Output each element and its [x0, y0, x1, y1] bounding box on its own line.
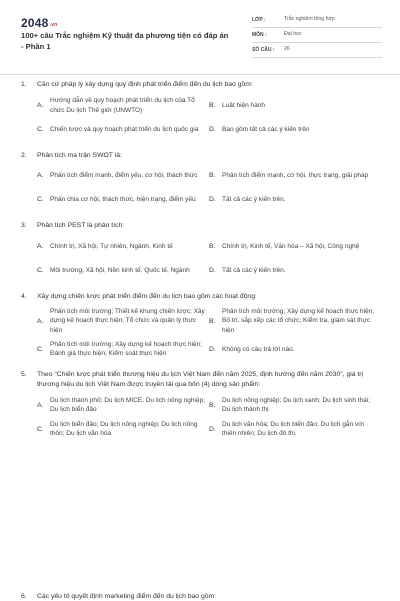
option-letter: A.: [37, 101, 44, 109]
option-letter: C.: [37, 425, 44, 433]
question-list: [21, 80, 381, 450]
question-number: 5.: [21, 371, 27, 379]
document-title: 100+ câu Trắc nghiệm Kỹ thuật đa phương tiện có đáp án - Phần 1: [21, 31, 229, 51]
option-text: Du lịch nông nghiệp; Du lịch xanh; Du lịch sinh thái; Du lịch thành thị: [222, 396, 371, 414]
question-stem: Theo "Chiến lược phát triển thương hiệu du lịch Việt Nam đến năm 2025, định hướng đến năm 2030", giá trị thương hiệu du lịch Việt Nam được truyền tải qua bốn (4) dòng sản phẩm:: [37, 371, 364, 388]
option-text: Du lịch văn hóa; Du lịch biển đảo; Du lịch gắn với thiên nhiên; Du lịch đô thị.: [222, 420, 364, 438]
option-text: Du lịch biển đảo; Du lịch nông nghiệp; Du lịch nông thôn; Du lịch văn hóa: [50, 420, 198, 438]
option-c[interactable]: [37, 337, 209, 361]
option-text: Phân tích môi trường; Xây dựng kế hoạch thực hiện; Bố trí, sắp xếp các tổ chức; Kiểm tra, giám sát thực hiện: [222, 308, 375, 334]
option-letter: D.: [209, 125, 216, 133]
option-grid: [21, 305, 381, 361]
option-text: Phân tích điểm mạnh, điểm yếu, cơ hội, thách thức: [50, 172, 198, 180]
meta-label: MÔN :: [252, 31, 267, 38]
option-grid: [21, 235, 381, 283]
question-number: 6.: [21, 593, 27, 600]
option-c[interactable]: [37, 118, 209, 142]
option-a[interactable]: [37, 235, 209, 259]
question-item: [21, 221, 381, 283]
question-item: [21, 80, 381, 142]
document-meta: [252, 13, 382, 58]
option-letter: B.: [209, 101, 216, 109]
question-text: [21, 80, 381, 90]
option-d[interactable]: [209, 417, 381, 441]
meta-label: LỚP :: [252, 16, 266, 23]
meta-value: Trắc nghiệm tổng hợp: [284, 16, 335, 23]
question-text: [21, 370, 381, 389]
option-b[interactable]: [209, 164, 381, 188]
question-number: 1.: [21, 81, 27, 88]
question-text: [21, 221, 381, 231]
question-number: 3.: [21, 222, 27, 230]
option-letter: D.: [209, 425, 216, 433]
question-stem: Phân tích PEST là phân tích:: [37, 222, 125, 230]
site-logo-suffix: .vn: [49, 22, 58, 28]
option-text: Không có câu trả lời nào.: [222, 345, 295, 353]
option-text: Hướng dẫn về quy hoạch phát triển du lịch của Tổ chức Du lịch Thế giới (UNWTO): [50, 97, 195, 114]
meta-row-subject: [252, 28, 382, 43]
option-text: Phân tích môi trường; Xây dựng kế hoạch thực hiện; Đánh giá thực hiện; Kiểm soát thực hiện: [50, 340, 203, 358]
option-letter: A.: [37, 401, 44, 409]
document-header: [0, 0, 400, 74]
option-text: Chiến lược và quy hoạch phát triển du lịch quốc gia: [50, 125, 199, 133]
meta-value: 26: [284, 46, 290, 53]
question-stem: Căn cứ pháp lý xây dựng quy định phát triển điểm đến du lịch bao gồm:: [37, 81, 253, 88]
option-text: Phân tích điểm mạnh, cơ hội, thực trạng, giải pháp: [222, 172, 369, 180]
option-b[interactable]: [209, 305, 381, 337]
option-letter: C.: [37, 266, 44, 274]
question-stem: Xây dựng chiến lược phát triển điểm đến du lịch bao gồm các hoạt động:: [37, 292, 257, 300]
option-text: Tất cả các ý kiến trên.: [222, 266, 286, 274]
question-number: 4.: [21, 292, 27, 300]
question-stem: Phân tích ma trận SWOT là:: [37, 151, 122, 159]
option-b[interactable]: [209, 393, 381, 417]
option-letter: A.: [37, 317, 44, 325]
option-c[interactable]: [37, 188, 209, 212]
option-text: Luật hiện hành: [222, 101, 266, 109]
option-text: Môi trường, Xã hội, Nền kinh tế, Quốc tế, Ngành: [50, 266, 190, 274]
option-text: Bao gồm tất cả các ý kiến trên: [222, 125, 310, 133]
option-letter: A.: [37, 242, 44, 250]
option-d[interactable]: [209, 337, 381, 361]
option-text: Chính trị, Kinh tế, Văn hóa – Xã hội, Công nghệ: [222, 242, 360, 250]
option-d[interactable]: [209, 188, 381, 212]
option-letter: B.: [209, 172, 216, 180]
site-logo[interactable]: [21, 15, 57, 31]
option-text: Phân chia cơ hội, thách thức, hiện trạng, điểm yếu: [50, 196, 196, 204]
option-a[interactable]: [37, 164, 209, 188]
option-b[interactable]: [209, 235, 381, 259]
question-item: [21, 292, 381, 362]
meta-label: SỐ CÂU :: [252, 46, 275, 53]
option-d[interactable]: [209, 118, 381, 142]
option-letter: C.: [37, 345, 44, 353]
option-letter: D.: [209, 196, 216, 204]
option-letter: D.: [209, 266, 216, 274]
option-text: Tất cả các ý kiến trên.: [222, 196, 286, 204]
meta-row-count: [252, 43, 382, 58]
option-c[interactable]: [37, 417, 209, 441]
question-item: [21, 370, 381, 441]
option-a[interactable]: [37, 305, 209, 337]
meta-row-class: [252, 13, 382, 28]
question-text: [21, 151, 381, 161]
option-text: Du lịch thành phố; Du lịch MICE; Du lịch nông nghiệp; Du lịch biển đảo: [50, 396, 206, 414]
question-stem: Các yếu tố quyết định marketing điểm đến du lịch bao gồm:: [37, 593, 217, 600]
option-d[interactable]: [209, 259, 381, 283]
option-text: Chính trị, Xã hội, Tự nhiên, Ngành, Kinh tế: [50, 242, 173, 250]
option-letter: B.: [209, 401, 216, 409]
option-letter: B.: [209, 317, 216, 325]
option-a[interactable]: [37, 94, 209, 118]
option-grid: [21, 164, 381, 212]
option-a[interactable]: [37, 393, 209, 417]
header-divider: [0, 74, 400, 75]
option-letter: C.: [37, 125, 44, 133]
option-letter: D.: [209, 345, 216, 353]
option-grid: [21, 94, 381, 142]
meta-value: Đại học: [284, 31, 302, 38]
site-logo-name: 2048: [21, 16, 49, 30]
option-letter: B.: [209, 242, 216, 250]
question-number: 2.: [21, 151, 27, 159]
option-b[interactable]: [209, 94, 381, 118]
option-c[interactable]: [37, 259, 209, 283]
question-text: [21, 292, 381, 302]
question-item: [21, 151, 381, 213]
option-letter: A.: [37, 172, 44, 180]
option-text: Phân tích môi trường; Thiết kế khung chiến lược; Xây dựng kế hoạch thực hiện; Tổ chức và quản lý thực hiện: [50, 308, 205, 334]
option-grid: [21, 393, 381, 441]
option-letter: C.: [37, 196, 44, 204]
